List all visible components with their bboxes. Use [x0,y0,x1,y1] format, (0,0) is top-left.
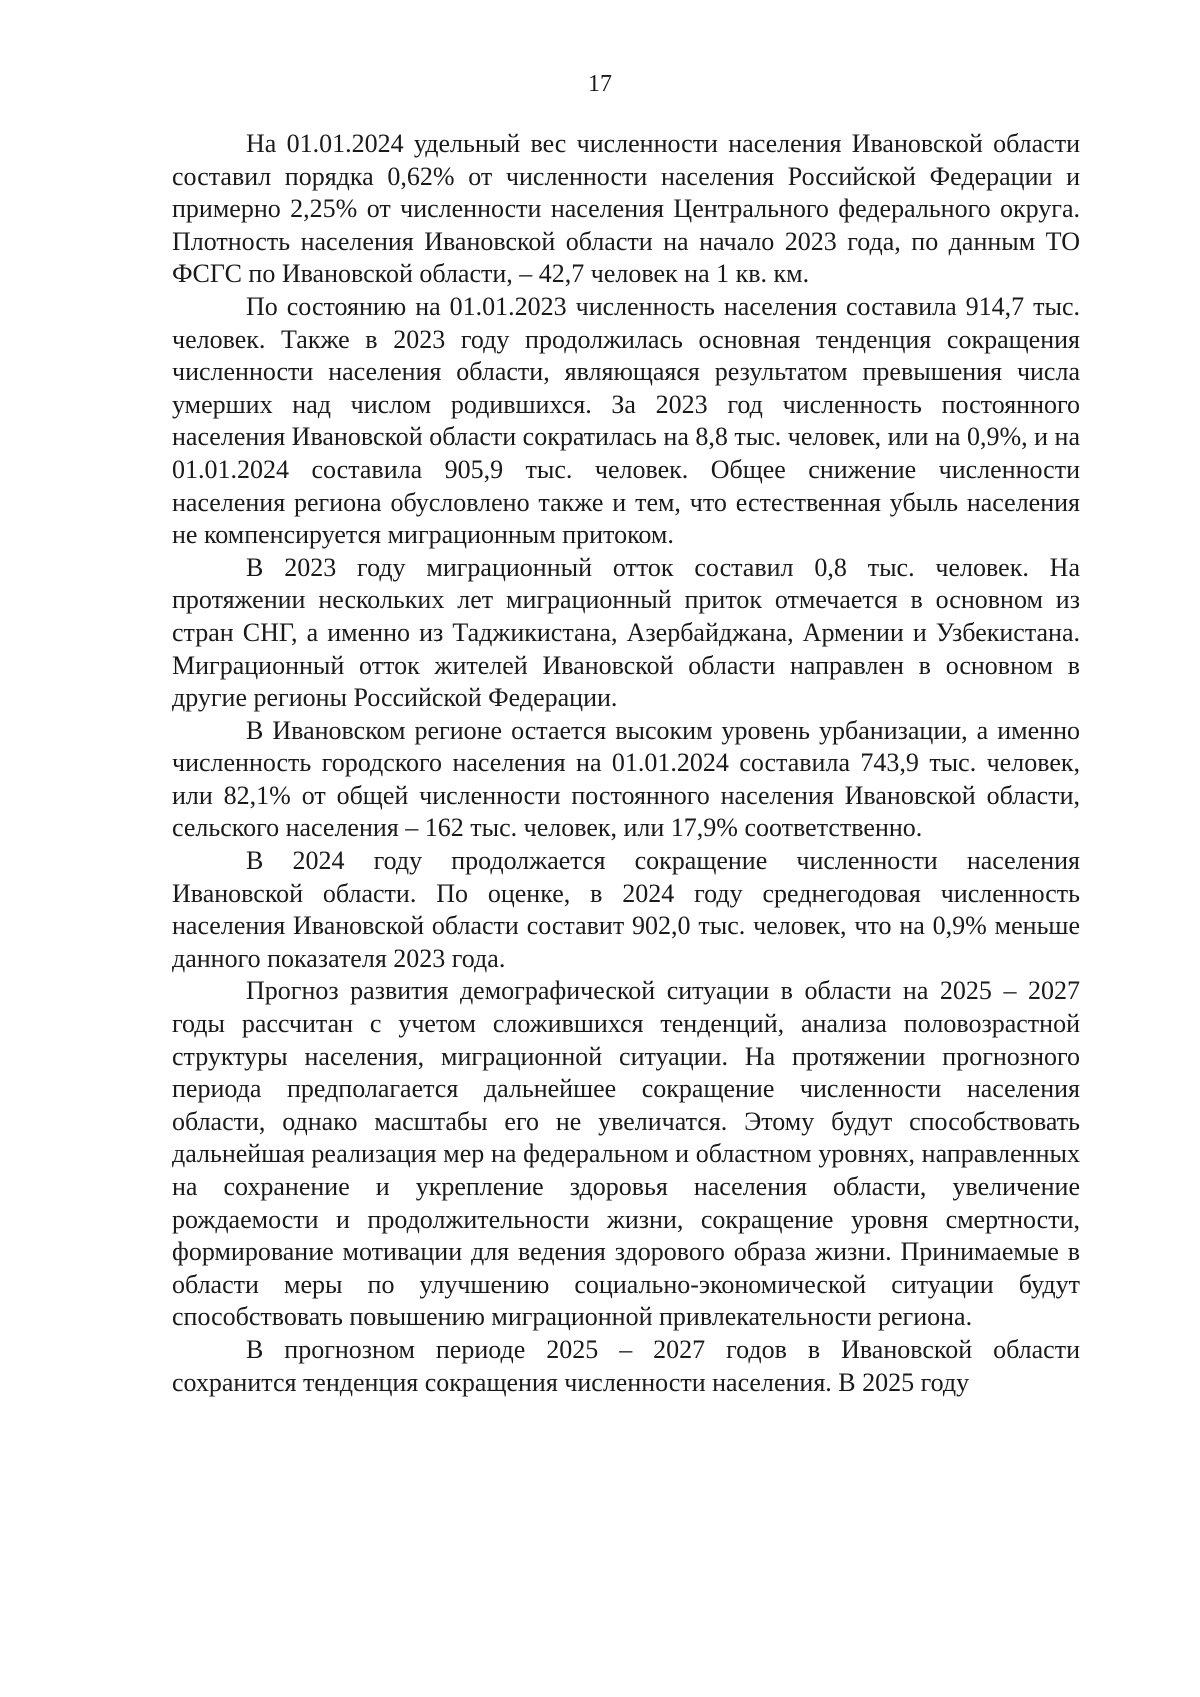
paragraph-forecast: Прогноз развития демографической ситуации в области на 2025 – 2027 годы рассчитан с учетом сложившихся тенденций, анализа половозрастной структуры населения, миграционной ситуации. На протяжении прогнозного периода предполагается дальнейшее сокращение численности населения области, однако масштабы его не увеличатся. Этому будут способствовать дальнейшая реализация мер на федеральном и областном уровнях, направленных на сохранение и укрепление здоровья населения области, увеличение рождаемости и продолжительности жизни, сокращение уровня смертности, формирование мотивации для ведения здорового образа жизни. Принимаемые в области меры по улучшению социально-экономической ситуации будут способствовать повышению миграционной привлекательности региона. [172,976,1080,1332]
paragraph-urbanization: В Ивановском регионе остается высоким уровень урбанизации, а именно численность городского населения на 01.01.2024 составила 743,9 тыс. человек, или 82,1% от общей численности постоянного населения Ивановской области, сельского населения – 162 тыс. человек, или 17,9% соответственно. [172,715,1080,843]
paragraph-population-share: На 01.01.2024 удельный вес численности населения Ивановской области составил порядка 0,62% от численности населения Российской Федерации и примерно 2,25% от численности населения Центрального федерального округа. Плотность населения Ивановской области на начало 2023 года, по данным ТО ФСГС по Ивановской области, – 42,7 человек на 1 кв. км. [172,129,1080,289]
paragraph-2024-estimate: В 2024 году продолжается сокращение численности населения Ивановской области. По оценке, в 2024 году среднегодовая численность населения Ивановской области составит 902,0 тыс. человек, что на 0,9% меньше данного показателя 2023 года. [172,846,1080,973]
page-number: 17 [588,71,612,97]
paragraph-migration: В 2023 году миграционный отток составил 0,8 тыс. человек. На протяжении нескольких лет миграционный приток отмечается в основном из стран СНГ, а именно из Таджикистана, Азербайджана, Армении и Узбекистана. Миграционный отток жителей Ивановской области направлен в основном в другие регионы Российской Федерации. [172,552,1080,713]
paragraph-forecast-period: В прогнозном периоде 2025 – 2027 годов в Ивановской области сохранится тенденция сокращения численности населения. В 2025 году [172,1334,1080,1397]
body-text [172,128,1080,1399]
paragraph-population-decline: По состоянию на 01.01.2023 численность населения составила 914,7 тыс. человек. Также в 2023 году продолжилась основная тенденция сокращения численности населения области, являющаяся результатом превышения числа умерших над числом родившихся. За 2023 год численность постоянного населения Ивановской области сократилась на 8,8 тыс. человек, или на 0,9%, и на 01.01.2024 составила 905,9 тыс. человек. Общее снижение численности населения региона обусловлено также и тем, что естественная убыль населения не компенсируется миграционным притоком. [172,291,1080,550]
